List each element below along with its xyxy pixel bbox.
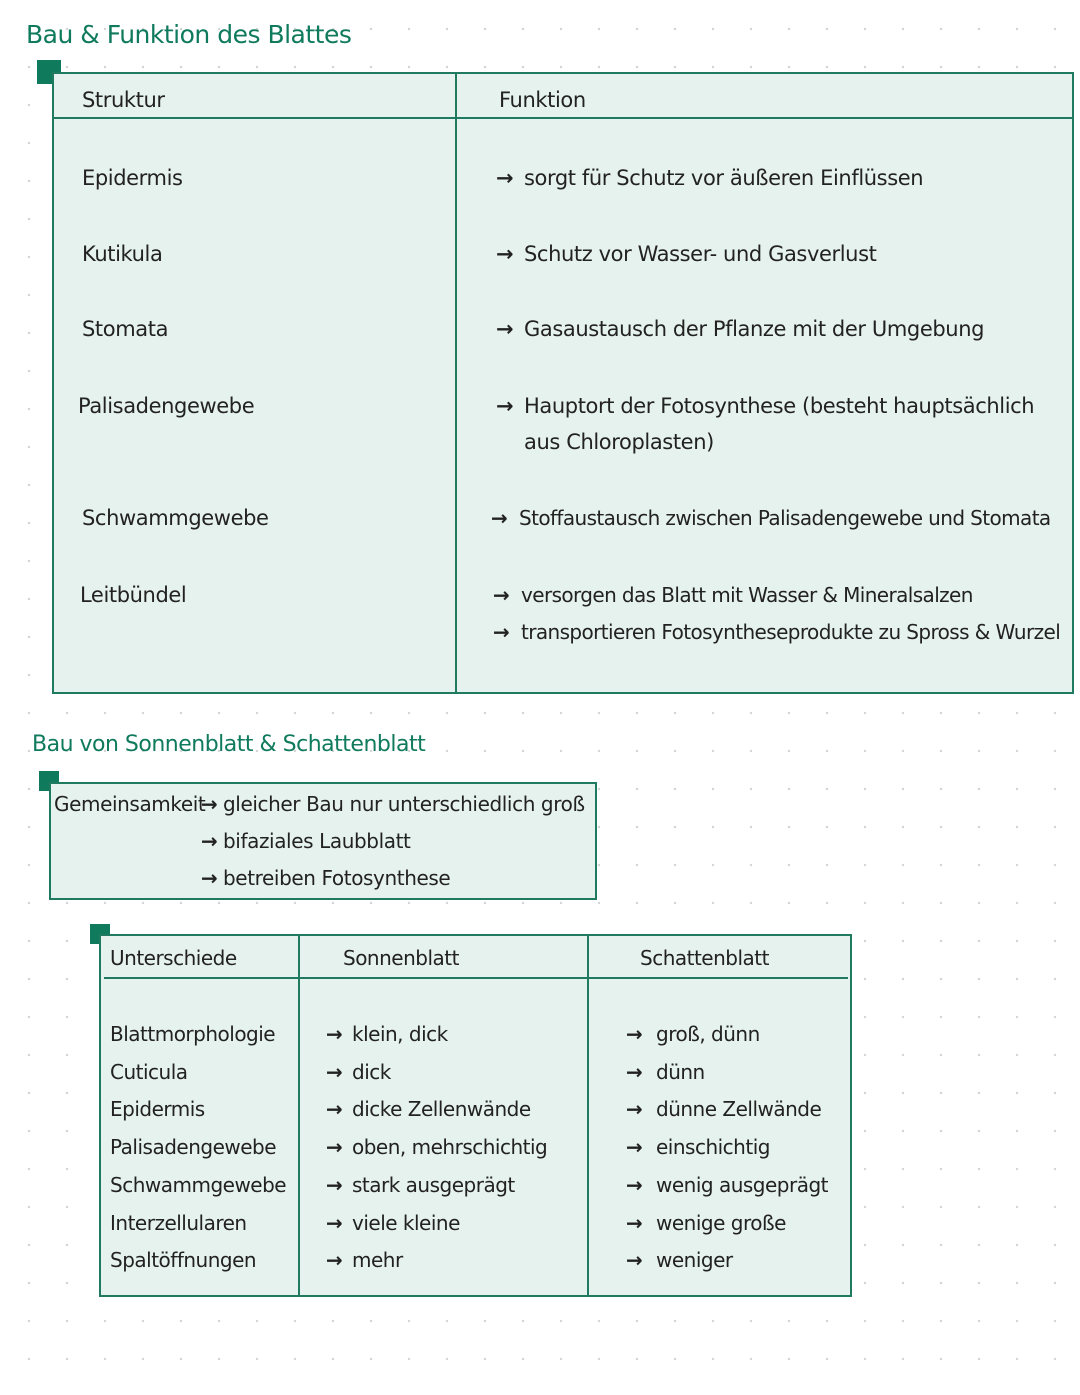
sun-leaf-column — [326, 1016, 547, 1280]
shade-cell: → dünn — [626, 1054, 828, 1092]
arrow-icon: → — [326, 1022, 343, 1046]
arrow-icon: → — [326, 1097, 343, 1122]
arrow-icon: → — [326, 1172, 343, 1197]
commonality-item: → betreiben Fotosynthese — [201, 860, 450, 896]
function-cell: → Stoffaustausch zwischen Palisadengewebe und Stomata — [491, 500, 1051, 536]
column-divider — [587, 936, 589, 1295]
header-differences: Unterschiede — [110, 946, 237, 970]
arrow-icon: → — [493, 620, 510, 644]
arrow-icon: → — [326, 1210, 343, 1235]
structure-cell: Stomata — [82, 317, 169, 341]
feature-cell: Cuticula — [110, 1059, 188, 1084]
structure-cell: Palisadengewebe — [78, 394, 255, 418]
feature-cell: Palisadengewebe — [110, 1135, 277, 1160]
page-title: Bau & Funktion des Blattes — [26, 20, 352, 49]
arrow-icon: → — [201, 792, 218, 816]
differences-table — [99, 934, 852, 1297]
function-cell: → Hauptort der Fotosynthese (besteht hauptsächlich aus Chloroplasten) — [496, 388, 1036, 460]
structure-cell: Kutikula — [82, 242, 163, 266]
leaf-structure-function-table — [52, 72, 1074, 694]
header-structure: Struktur — [82, 88, 165, 112]
sun-cell: → dicke Zellenwände — [326, 1091, 547, 1129]
commonality-item: → gleicher Bau nur unterschiedlich groß — [201, 786, 585, 822]
column-divider — [455, 74, 457, 692]
function-cell: → versorgen das Blatt mit Wasser & Mineralsalzen — [493, 577, 973, 613]
arrow-icon: → — [326, 1135, 343, 1160]
arrow-icon: → — [626, 1248, 643, 1273]
sun-cell: → dick — [326, 1054, 547, 1092]
arrow-icon: → — [326, 1248, 343, 1273]
arrow-icon: → — [496, 317, 514, 341]
commonality-item: → bifaziales Laubblatt — [201, 823, 410, 859]
arrow-icon: → — [496, 394, 514, 418]
section-title: Bau von Sonnenblatt & Schattenblatt — [32, 732, 426, 757]
arrow-icon: → — [201, 829, 218, 853]
arrow-icon: → — [626, 1172, 643, 1197]
sun-cell: → mehr — [326, 1242, 547, 1280]
arrow-icon: → — [496, 166, 514, 190]
shade-cell: → wenige große — [626, 1205, 828, 1243]
arrow-icon: → — [491, 506, 508, 530]
shade-cell: → dünne Zellwände — [626, 1091, 828, 1129]
arrow-icon: → — [626, 1210, 643, 1235]
feature-column — [110, 1016, 286, 1280]
function-cell: → transportieren Fotosyntheseprodukte zu Spross & Wurzel — [493, 614, 1060, 650]
arrow-icon: → — [201, 866, 218, 890]
function-cell: → sorgt für Schutz vor äußeren Einflüssen — [496, 160, 923, 196]
feature-cell: Interzellularen — [110, 1210, 247, 1235]
commonality-box — [49, 782, 597, 900]
header-function: Funktion — [499, 88, 586, 112]
function-cell: → Gasaustausch der Pflanze mit der Umgebung — [496, 311, 984, 347]
feature-cell: Schwammgewebe — [110, 1172, 287, 1197]
arrow-icon: → — [493, 583, 510, 607]
sun-cell: → stark ausgeprägt — [326, 1167, 547, 1205]
column-divider — [298, 936, 300, 1295]
shade-cell: → weniger — [626, 1242, 828, 1280]
shade-leaf-column — [626, 1016, 828, 1280]
shade-cell: → groß, dünn — [626, 1016, 828, 1054]
header-shade-leaf: Schattenblatt — [640, 946, 769, 970]
sun-cell: → viele kleine — [326, 1205, 547, 1243]
sun-cell: → oben, mehrschichtig — [326, 1129, 547, 1167]
arrow-icon: → — [626, 1059, 643, 1084]
sun-cell: → klein, dick — [326, 1016, 547, 1054]
arrow-icon: → — [626, 1022, 643, 1046]
arrow-icon: → — [326, 1059, 343, 1084]
header-sun-leaf: Sonnenblatt — [343, 946, 459, 970]
shade-cell: → einschichtig — [626, 1129, 828, 1167]
structure-cell: Leitbündel — [80, 583, 187, 607]
arrow-icon: → — [496, 242, 514, 266]
function-cell: → Schutz vor Wasser- und Gasverlust — [496, 236, 876, 272]
shade-cell: → wenig ausgeprägt — [626, 1167, 828, 1205]
feature-cell: Epidermis — [110, 1097, 205, 1122]
arrow-icon: → — [626, 1097, 643, 1122]
arrow-icon: → — [626, 1135, 643, 1160]
commonality-label: Gemeinsamkeit — [54, 792, 206, 816]
feature-cell: Spaltöffnungen — [110, 1248, 257, 1273]
structure-cell: Schwammgewebe — [82, 506, 269, 530]
structure-cell: Epidermis — [82, 166, 183, 190]
feature-cell: Blattmorphologie — [110, 1022, 276, 1046]
